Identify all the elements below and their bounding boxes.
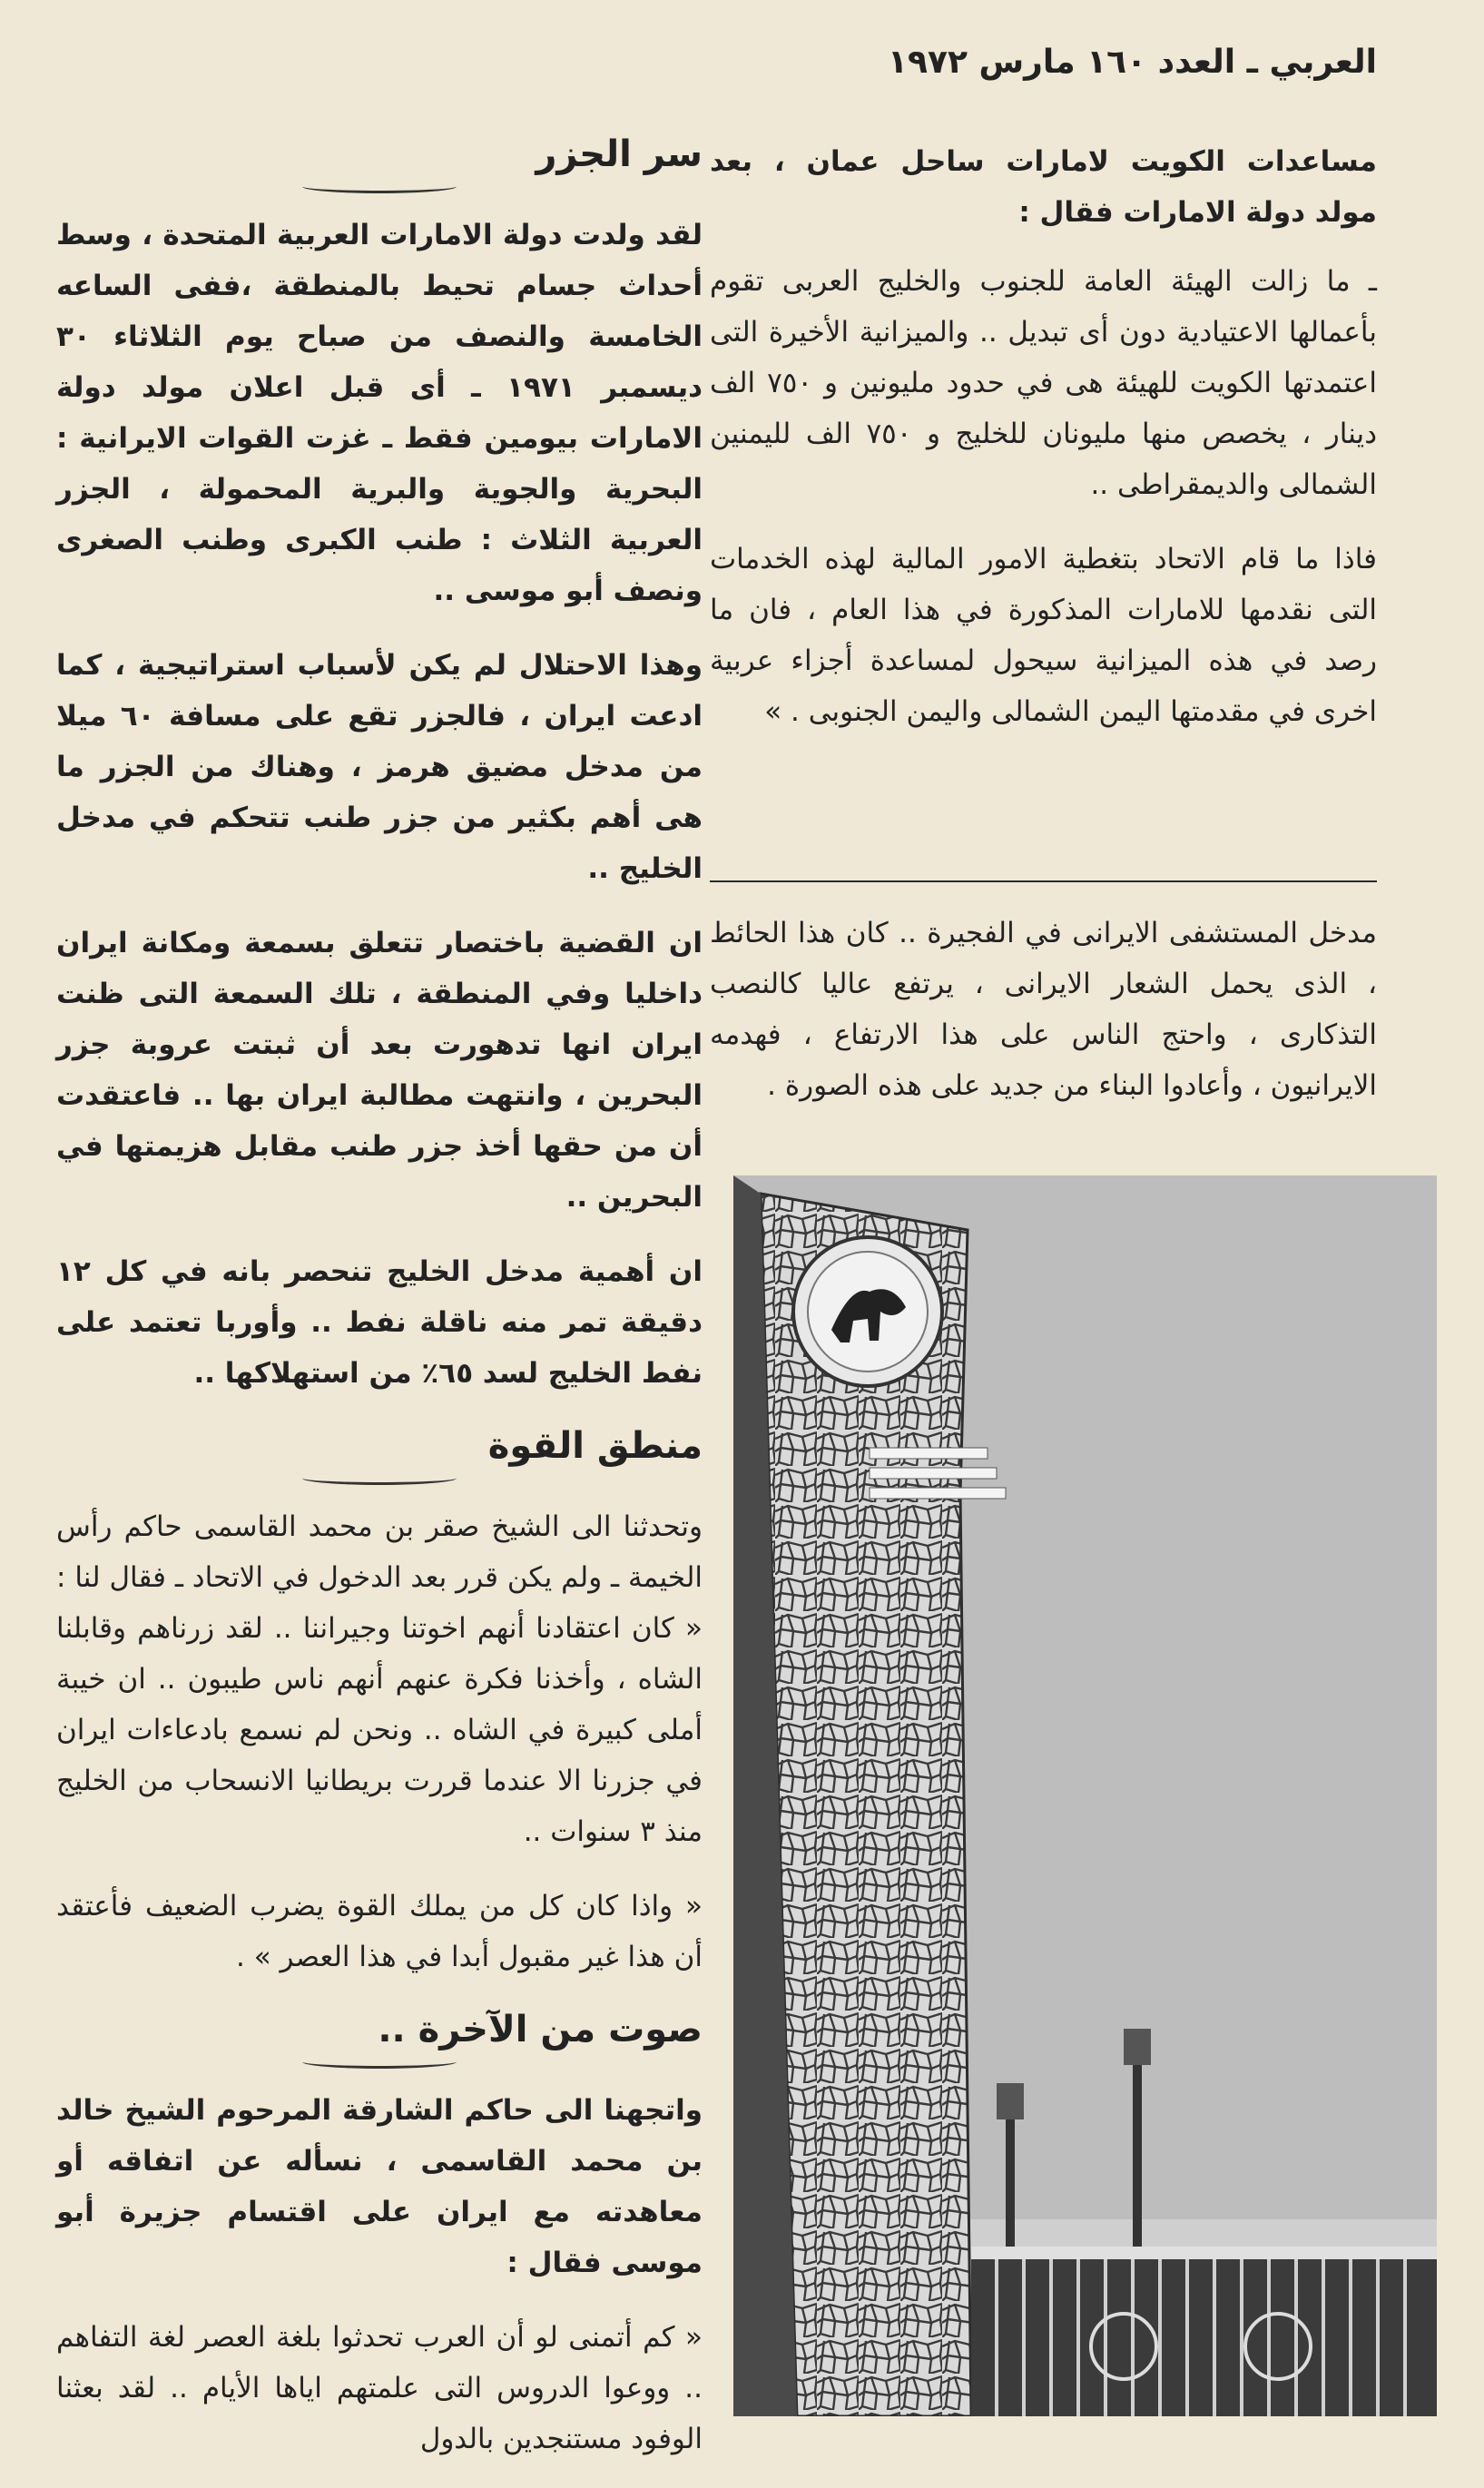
left-paragraph: وتحدثنا الى الشيخ صقر بن محمد القاسمى حاكم رأس الخيمة ـ ولم يكن قرر بعد الدخول في الاتحاد ـ فقال لنا : « كان اعتقادنا أنهم اخوتنا وجيراننا .. لقد زرناهم وقابلنا الشاه ، وأخذنا فكرة عنهم أنهم ناس طيبون .. ان خيبة أملى كبيرة في الشاه .. ونحن لم نسمع بادعاءات ايران في جزرنا الا عندما قررت بريطانيا الانسحاب من الخليج منذ ٣ سنوات .. [56,1510,703,1848]
heading-underline [302,1471,457,1485]
hospital-entrance-photo [733,1175,1437,2416]
section-heading: سر الجزر [536,133,703,175]
left-paragraph: واتجهنا الى حاكم الشارقة المرحوم الشيخ خالد بن محمد القاسمى ، نسأله عن اتفاقه أو معاهدته مع ايران على اقتسام جزيرة أبو موسى فقال : [56,2094,703,2279]
left-paragraph: وهذا الاحتلال لم يكن لأسباب استراتيجية ، كما ادعت ايران ، فالجزر تقع على مسافة ٦٠ ميلا من مدخل مضيق هرمز ، وهناك من الجزر ما هى أهم بكثير من جزر طنب تتحكم في مدخل الخليج .. [56,649,703,885]
section-voice-from-hereafter [56,2006,703,2464]
left-paragraph: « واذا كان كل من يملك القوة يضرب الضعيف فأعتقد أن هذا غير مقبول أبدا في هذا العصر » . [56,1890,703,1973]
section-heading: صوت من الآخرة .. [378,2009,703,2050]
left-paragraph: لقد ولدت دولة الامارات العربية المتحدة ، وسط أحداث جسام تحيط بالمنطقة ،ففى الساعه الخامسة والنصف من صباح يوم الثلاثاء ٣٠ ديسمبر ١٩٧١ ـ أى قبل اعلان مولد دولة الامارات بيومين فقط ـ غزت القوات الايرانية : البحرية والجوية والبرية المحمولة ، الجزر العربية الثلاث : طنب الكبرى وطنب الصغرى ونصف أبو موسى .. [56,219,703,607]
photo-caption: مدخل المستشفى الايرانى في الفجيرة .. كان هذا الحائط ، الذى يحمل الشعار الايرانى ، يرتفع عاليا كالنصب التذكارى ، واحتج الناس على هذا الارتفاع ، فهدمه الايرانيون ، وأعادوا البناء من جديد على هذه الصورة . [710,917,1377,1102]
running-head: العربي ـ العدد ١٦٠ مارس ١٩٧٢ [888,44,1377,81]
section-heading: منطق القوة [487,1425,703,1467]
right-column-body [710,256,1377,761]
right-paragraph-1: ـ ما زالت الهيئة العامة للجنوب والخليج العربى تقوم بأعمالها الاعتيادية دون أى تبديل .. والميزانية الأخيرة التى اعتمدتها الكويت للهيئة هى في حدود مليونين و ٧٥٠ الف دينار ، يخصص منها مليونان للخليج و ٧٥٠ الف لليمنين الشمالى والديمقراطى .. [710,265,1377,501]
left-paragraph: « كم أتمنى لو أن العرب تحدثوا بلغة العصر لغة التفاهم .. ووعوا الدروس التى علمتهم اياها الأيام .. لقد بعثنا الوفود مستنجدين بالدول [56,2321,703,2455]
column-divider [710,880,1377,882]
heading-underline [302,180,457,193]
section-secret-of-islands [56,131,703,1399]
left-paragraph: ان أهمية مدخل الخليج تنحصر بانه في كل ١٢ دقيقة تمر منه ناقلة نفط .. وأوربا تعتمد على نفط الخليج لسد ٦٥٪ من استهلاكها .. [56,1255,703,1390]
right-paragraph-2: فاذا ما قام الاتحاد بتغطية الامور المالية لهذه الخدمات التى نقدمها للامارات المذكورة في هذا العام ، فان ما رصد في هذه الميزانية سيحول لمساعدة أجزاء عربية اخرى في مقدمتها اليمن الشمالى واليمن الجنوبى . » [710,543,1377,728]
heading-underline [302,2055,457,2069]
section-logic-of-power [56,1422,703,1982]
lead-paragraph: مساعدات الكويت لامارات ساحل عمان ، بعد مولد دولة الامارات فقال : [710,145,1377,229]
photo-illustration [733,1175,1437,2416]
left-paragraph: ان القضية باختصار تتعلق بسمعة ومكانة ايران داخليا وفي المنطقة ، تلك السمعة التى ظنت ايران انها تدهورت بعد أن ثبتت عروبة جزر البحرين ، وانتهت مطالبة ايران بها .. فاعتقدت أن من حقها أخذ جزر طنب مقابل هزيمتها في البحرين .. [56,927,703,1214]
left-column [56,125,703,2488]
photo-caption-block [710,908,1377,1135]
